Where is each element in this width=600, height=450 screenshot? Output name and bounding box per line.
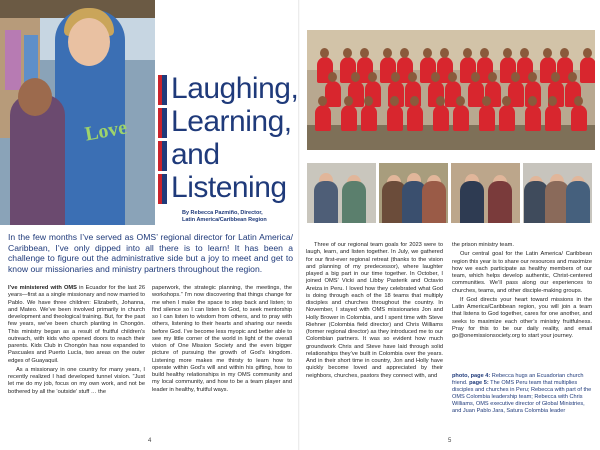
team-member-shirt <box>407 105 423 131</box>
team-member-shirt <box>361 105 377 131</box>
team-member-head <box>456 96 465 106</box>
paragraph: I’ve ministered with OMS in Ecuador for the last 26 years—first as a single missionary and now married to Pablo. We have three children: Elizabeth, Johanna, and Mateo. We’ve been involved primarily in church development and theological training. But, for the past few years, we’ve been church planting in Chongón. This ministry began as a result of fruitful children’s outreach, with kids who opened doors to reach their parents. Kids Club in Chongón has now expanded to Pascuales and Puerto Lucía, two areas on the outer edges of Guayaquil. <box>8 285 145 364</box>
photo-colombia-2 <box>379 163 448 223</box>
team-member-head <box>390 96 399 106</box>
team-member-head <box>431 72 440 82</box>
team-member-head <box>423 48 432 58</box>
team-member-head <box>408 72 417 82</box>
team-member-shirt <box>571 105 587 131</box>
shirt-print: Love <box>83 116 129 146</box>
team-member-head <box>320 48 329 58</box>
left-column-2 <box>152 285 292 396</box>
team-member-shirt <box>433 105 449 131</box>
team-member-head <box>520 48 529 58</box>
team-member-head <box>383 48 392 58</box>
team-member-shirt <box>325 81 341 107</box>
photo-colombia-3 <box>451 163 520 223</box>
team-member-head <box>448 72 457 82</box>
paragraph: If God directs your heart toward missions in the Latin America/Caribbean region, you will join a team that listens to God together, cares for one another, and seeks to maximize each other’s ministry fruitfulness. Pray for this to be our daily reality, and email go@onemissionsociety.org to start your journey. <box>452 296 592 339</box>
team-member-head <box>583 48 592 58</box>
team-member-head <box>488 72 497 82</box>
team-member-head <box>471 72 480 82</box>
team-member-head <box>480 48 489 58</box>
team-member-head <box>560 48 569 58</box>
team-member-head <box>344 96 353 106</box>
team-member-head <box>351 72 360 82</box>
right-column-1 <box>306 242 443 382</box>
team-member-shirt <box>341 105 357 131</box>
team-member-head <box>364 96 373 106</box>
team-member-head <box>360 48 369 58</box>
team-member-head <box>574 96 583 106</box>
team-member-shirt <box>545 105 561 131</box>
team-member-head <box>400 48 409 58</box>
team-member-head <box>391 72 400 82</box>
photo-caption: photo, page 4: Rebecca hugs an Ecuadorian church friend. page 5: The OMS Peru team that multiplies disciples and churches in Peru; Rebecca with part of the OMS Colombia leadership team; Rebecca with Chris Williams, OMS executive director of Global Ministries, and Juan Pablo Jara, Satura Colombia leader <box>452 373 592 414</box>
team-member-head <box>528 96 537 106</box>
team-member-head <box>328 72 337 82</box>
team-member-shirt <box>525 105 541 131</box>
team-member-shirt <box>580 57 595 83</box>
team-member-shirt <box>315 105 331 131</box>
paragraph: the prison ministry team. <box>452 242 514 248</box>
team-member-head <box>436 96 445 106</box>
intro-paragraph: In the few months I’ve served as OMS’ regional director for Latin America/ Caribbean, I’ve only dipped into all there is to learn! It has been a challenge to figure out the administrative side but a joy to meet and get to know our missionaries and ministry partners throughout the region. <box>8 232 293 274</box>
paragraph: Three of our regional team goals for 2023 were to laugh, learn, and listen together. In July, we gathered for our first-ever regional retreat (thanks to the vision and planning of my predecessor), where laughter played a big part in our time together. In October, I joined OMS’ Vicki and Libby Pasterik and Octavio Areiza in Peru. I loved how they celebrated what God is doing through each of the 18 teams that multiply disciples and churches throughout the country. In November, I stayed with OMS missionaries Jon and Holly Brower in Colombia, and I spent time with Steve Riehner (Colombia field director) and Chris Williams (former regional director) as they introduced me to our Colombian partners. It was so evident how much groundwork Chris and Steve have laid through solid relationships they’ve built in Colombia over the years. And in their short time in country, Jon and Holly have quickly become loved and appreciated by their neighbors, churches, pastors they connect with, and <box>306 242 443 379</box>
team-member-head <box>568 72 577 82</box>
photo-colombia-1 <box>307 163 376 223</box>
team-member-head <box>551 72 560 82</box>
team-member-head <box>440 48 449 58</box>
team-member-head <box>503 48 512 58</box>
photo-peru-team <box>307 30 595 150</box>
team-member-head <box>543 48 552 58</box>
team-member-head <box>502 96 511 106</box>
team-member-head <box>343 48 352 58</box>
team-member-head <box>368 72 377 82</box>
team-member-head <box>318 96 327 106</box>
article-title: Laughing, Learning, and Listening <box>158 72 298 202</box>
left-column-1 <box>8 285 145 398</box>
photo-hug <box>0 0 155 225</box>
team-member-shirt <box>479 105 495 131</box>
team-member-head <box>528 72 537 82</box>
paragraph: Our central goal for the Latin America/ Caribbean region this year is to share our resources and maximize how we each participate as healthy members of our team, which helps develop authentic, Christ-centered communities. We’ll pass along our experiences to churches, teams, and other disciple-making groups. <box>452 251 592 294</box>
photo-colombia-leaders <box>523 163 592 223</box>
team-member-shirt <box>453 105 469 131</box>
page-number-right: 5 <box>448 438 452 444</box>
paragraph: As a missionary in one country for many years, I recently realized I had developed tunnel vision. “Just let me do my job, focus on my own work, and not be bothered by all the ‘outside’ stuff … the <box>8 366 145 395</box>
team-member-shirt <box>387 105 403 131</box>
team-member-head <box>548 96 557 106</box>
paragraph: paperwork, the strategic planning, the meetings, the workshops.” I’m now discovering that things change for me when I make the space to step back and listen; to find silence so I can listen to God, to seek mentorship so I can listen to wisdom from others, and to pray with others, listening to their hearts and sharing our needs before God. I’ve become less myopic and better able to see my little corner of the world in light of the overall vision of One Mission Society and the even bigger picture of pursuing the growth of God’s kingdom. Listening more makes me thirsty to learn how to operate within God’s will and within his gifting, how to build healthy relationships in my OMS community and my local community, and how to be a team player and leader in healthy, fruitful ways. <box>152 285 292 393</box>
page-number-left: 4 <box>148 438 152 444</box>
byline: By Rebecca Pazmiño, Director, Latin America/Caribbean Region <box>182 210 267 223</box>
right-column-2 <box>452 242 592 342</box>
team-member-head <box>511 72 520 82</box>
team-member-head <box>463 48 472 58</box>
team-member-head <box>410 96 419 106</box>
team-member-head <box>482 96 491 106</box>
team-member-shirt <box>499 105 515 131</box>
